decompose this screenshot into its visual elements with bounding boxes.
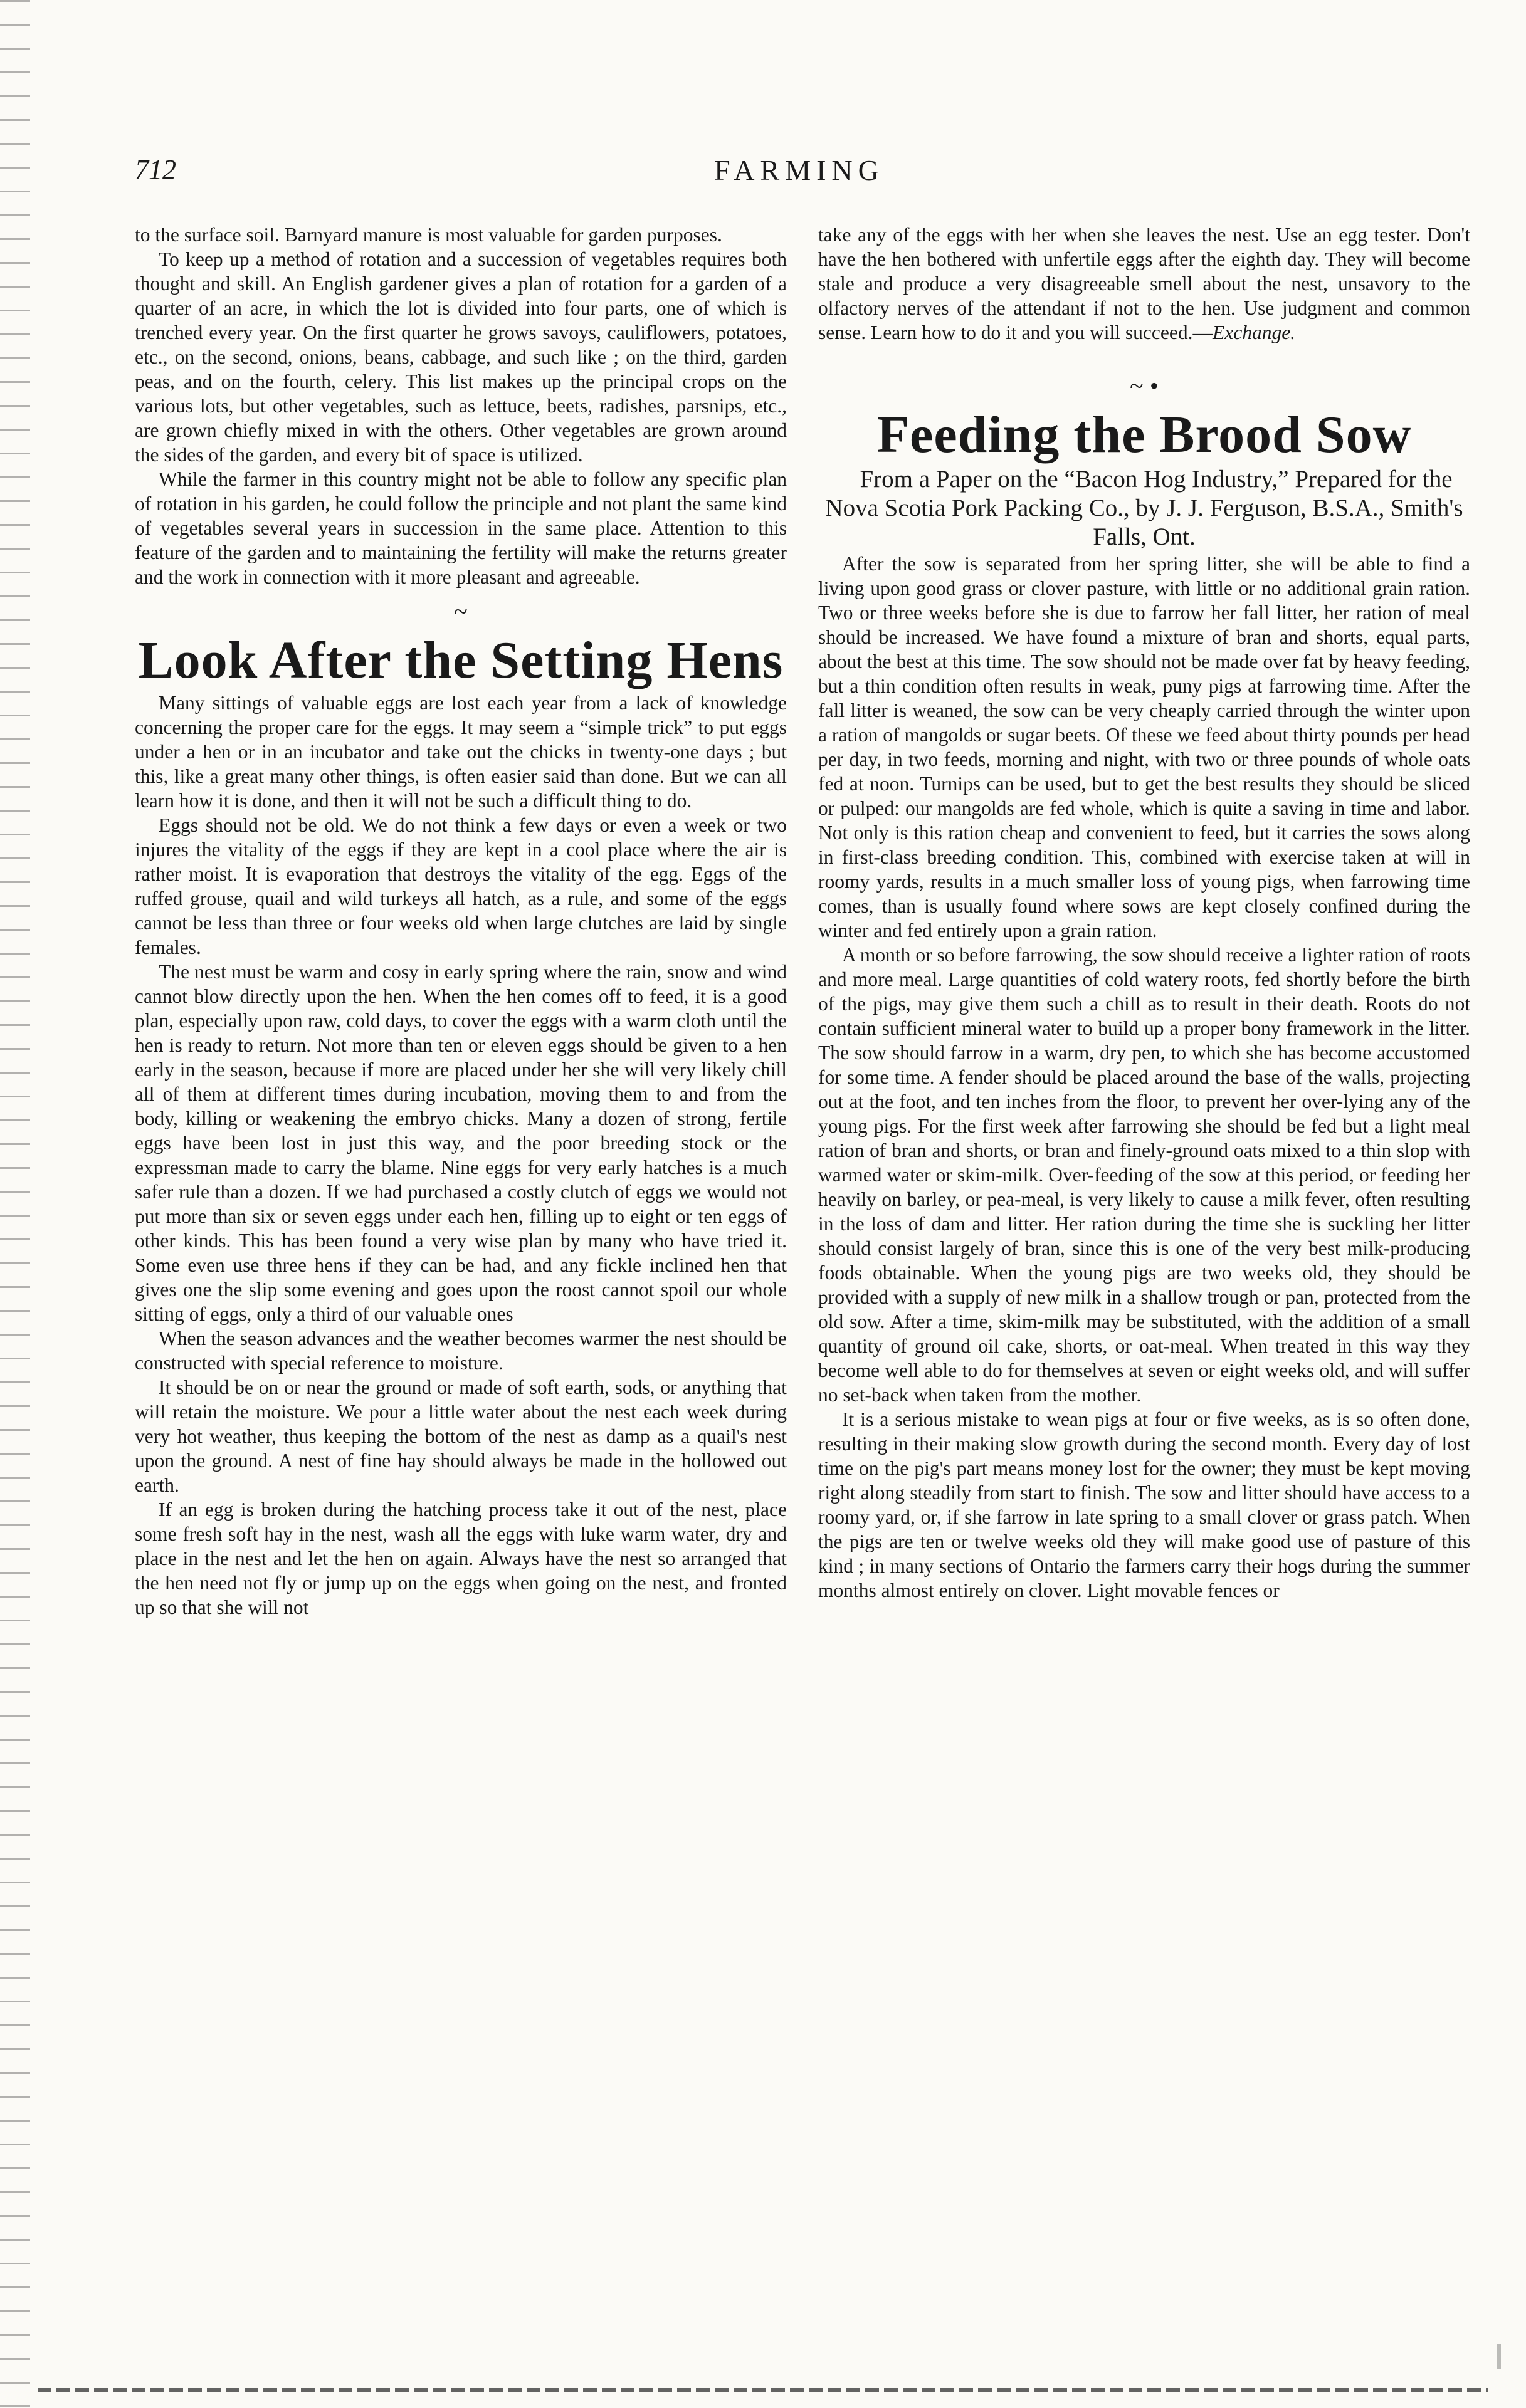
scan-edge-left — [0, 0, 30, 2408]
page-header — [135, 154, 1464, 197]
running-title: FARMING — [714, 154, 885, 186]
paragraph — [818, 222, 1470, 345]
paragraph: A month or so before farrowing, the sow should receive a lighter ration of roots and more meal. Large quantities of cold watery roots, fed shortly before the birth of the pigs, may give them such a chill as to result in their death. Roots do not contain sufficient mineral water to build up a proper bony framework in the litter. The sow should farrow in a warm, dry pen, to which she has become accustomed for some time. A fender should be placed around the base of the walls, projecting out at the foot, and ten inches from the floor, to prevent her over-lying any of the young pigs. For the first week after farrowing she should be fed but a light meal ration of bran and shorts, or bran and finely-ground oats mixed to a thin slop with warmed water or skim-milk. Over-feeding of the sow at this period, or feeding her heavily on barley, or pea-meal, is very likely to cause a milk fever, often resulting in the loss of dam and litter. Her ration during the time she is suckling her litter should consist largely of bran, since this is one of the very best milk-producing foods obtainable. When the young pigs are two weeks old, they should be provided with a supply of new milk in a shallow trough or pan, protected from the old sow. After a time, skim-milk may be substituted, with the addition of a small quantity of ground oil cake, shorts, or oat-meal. When treated in this way they become well able to do for themselves at seven or eight weeks old, and will suffer no set-back when taken from the mother. — [818, 944, 1470, 1406]
section-ornament: ~ — [454, 597, 468, 626]
paragraph: to the surface soil. Barnyard manure is most valuable for garden purposes. — [135, 224, 722, 246]
article-title-brood-sow: Feeding the Brood Sow — [876, 406, 1412, 464]
section-ornament: ~ • — [1130, 372, 1159, 400]
paragraph: Eggs should not be old. We do not think a few days or even a week or two injures the vitality of the eggs if they are kept in a cool place where the air is rather moist. It is evaporation that destroys the vitality of the egg. Eggs of the ruffed grouse, quail and wild turkeys all hatch, as a rule, and some of the eggs cannot be less than three or four weeks old when large clutches are laid by single females. — [135, 814, 787, 958]
article-subtitle: From a Paper on the “Bacon Hog Industry,” Prepared for the Nova Scotia Pork Packing Co., by J. J. Ferguson, B.S.A., Smith's Falls, Ont. — [825, 466, 1463, 550]
left-column — [135, 222, 787, 2306]
continued-text: take any of the eggs with her when she leaves the nest. Use an egg tester. Don't have the hen bothered with unfertile eggs after the eighth day. They will become stale and produce a very disagreeable smell about the nest, unsavory to the olfactory nerves of the attendant if not to the hen. Use judgment and common sense. Learn how to do it and you will succeed.— — [818, 224, 1470, 343]
paragraph: After the sow is separated from her spring litter, she will be able to find a living upon good grass or clover pasture, with little or no additional grain ration. Two or three weeks before she is due to farrow her fall litter, her ration of meal should be increased. We have found a mixture of bran and shorts, equal parts, about the best at this time. The sow should not be made over fat by heavy feeding, but a thin condition often results in weak, puny pigs at farrowing time. After the fall litter is weaned, the sow can be very cheaply carried through the winter upon a ration of mangolds or sugar beets. Of these we feed about thirty pounds per head per day, in two feeds, morning and night, with two or three pounds of whole oats fed at noon. Turnips can be used, but to get the best results they should be sliced or pulped: our mangolds are fed whole, which is quite a saving in time and labor. Not only is this ration cheap and convenient to feed, but it carries the sows along in first-class breeding condition. This, combined with exercise taken at will in roomy yards, results in a much smaller loss of young pigs, when farrowing time comes, than is usually found where sows are kept closely confined during the winter and fed entirely upon a grain ration. — [818, 553, 1470, 941]
source-credit: Exchange. — [1212, 322, 1296, 343]
page-number: 712 — [135, 154, 176, 185]
paragraph: If an egg is broken during the hatching process take it out of the nest, place some fresh soft hay in the nest, wash all the eggs with luke warm water, dry and place in the nest and let the hen on again. Always have the nest so arranged that the hen need not fly or jump up on the eggs when going on the nest, and fronted up so that she will not — [135, 1499, 787, 1618]
paragraph: It should be on or near the ground or made of soft earth, sods, or anything that will retain the moisture. We pour a little water about the nest each week during very hot weather, thus keeping the bottom of the nest as damp as a quail's nest upon the ground. A nest of fine hay should always be made in the hollowed out earth. — [135, 1376, 787, 1496]
scan-mark-right — [1497, 2344, 1501, 2369]
paragraph: To keep up a method of rotation and a succession of vegetables requires both thought and skill. An English gardener gives a plan of rotation for a garden of a quarter of an acre, in which the lot is divided into four parts, one of which is trenched every year. On the first quarter he grows savoys, cauliflowers, potatoes, etc., on the second, onions, beans, cabbage, and such like ; on the third, garden peas, and on the fourth, celery. This list makes up the principal crops on the various lots, but other vegetables, such as lettuce, beets, radishes, parsnips, etc., are grown chiefly mixed in with the others. Other vegetables are grown around the sides of the garden, and every bit of space is utilized. — [135, 248, 787, 466]
article-title-setting-hens: Look After the Setting Hens — [138, 631, 784, 689]
paragraph: The nest must be warm and cosy in early spring where the rain, snow and wind cannot blow directly upon the hen. When the hen comes off to feed, it is a good plan, especially upon raw, cold days, to cover the eggs with a warm cloth until the hen is ready to return. Not more than ten or eleven eggs should be given to a hen early in the season, because if more are placed under her she will very likely chill all of them at different times during incubation, moving them to and from the body, killing or weakening the embryo chicks. Many a dozen of strong, fertile eggs have been lost in just this way, and the poor breeding stock or the expressman made to carry the blame. Nine eggs for very early hatches is a much safer rule than a dozen. If we had purchased a costly clutch of eggs we would not put more than six or seven eggs under each hen, filling up to eight or ten eggs of other kinds. This has been found a very wise plan by many who have tried it. Some even use three hens if they can be had, and any fickle inclined hen that gives one the slip some evening and goes upon the roost cannot spoil our whole sitting of eggs, only a third of our valuable ones — [135, 961, 787, 1325]
right-column — [818, 222, 1470, 2306]
paragraph: Many sittings of valuable eggs are lost each year from a lack of knowledge concerning the proper care for the eggs. It may seem a “simple trick” to put eggs under a hen or in an incubator and take out the chicks in twenty-one days ; but this, like a great many other things, is often easier said than done. But we can all learn how it is done, and then it will not be such a difficult thing to do. — [135, 692, 787, 812]
bottom-scan-rule — [38, 2388, 1488, 2392]
paragraph: While the farmer in this country might not be able to follow any specific plan of rotation in his garden, he could follow the principle and not plant the same kind of vegetables several years in succession in the same place. Attention to this feature of the garden and to maintaining the fertility will make the returns greater and the work in connection with it more pleasant and agreeable. — [135, 468, 787, 588]
paragraph: It is a serious mistake to wean pigs at four or five weeks, as is so often done, resulting in their making slow growth during the second month. Every day of lost time on the pig's part means money lost for the owner; they must be kept moving right along steadily from start to finish. The sow and litter should have access to a roomy yard, or, if she farrow in late spring to a small clover or grass patch. When the pigs are ten or twelve weeks old they will make good use of pasture of this kind ; in many sections of Ontario the farmers carry their hogs during the summer months almost entirely on clover. Light movable fences or — [818, 1408, 1470, 1601]
paragraph: When the season advances and the weather becomes warmer the nest should be constructed with special reference to moisture. — [135, 1327, 787, 1374]
